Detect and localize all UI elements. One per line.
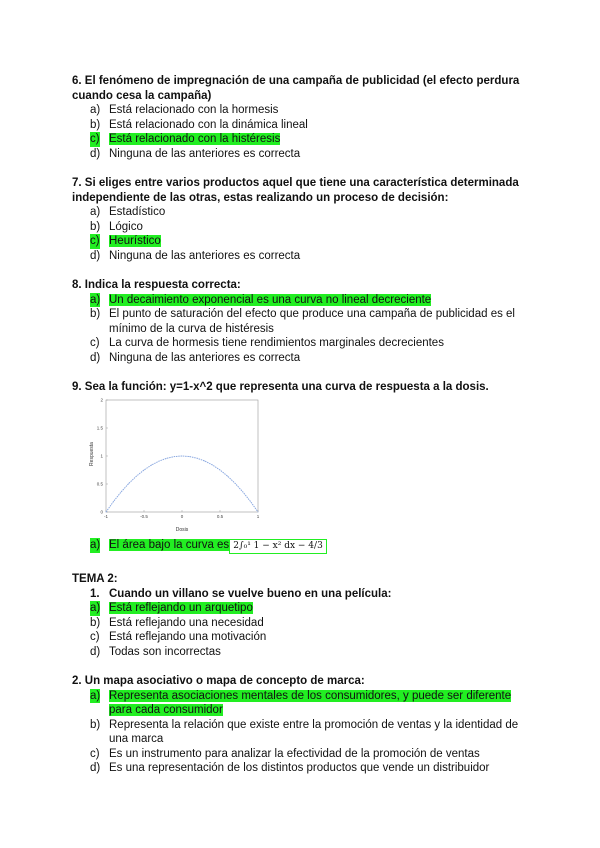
tema2-question-2-options [72, 689, 532, 776]
option-d: d) Ninguna de las anteriores es correcta [90, 351, 301, 364]
question-8-options [72, 293, 532, 366]
question-9-title: 9. Sea la función: y=1-x^2 que representa una curva de respuesta a la dosis. [72, 381, 489, 393]
option-c: c) La curva de hormesis tiene rendimientos marginales decrecientes [90, 337, 444, 349]
data-point [121, 491, 122, 492]
data-point [128, 483, 129, 484]
question-9 [72, 380, 532, 395]
x-tick-label: -1 [103, 514, 109, 519]
data-point [242, 491, 243, 492]
data-point [159, 461, 160, 462]
y-tick-label: 1.5 [96, 425, 103, 431]
question-6 [72, 74, 532, 161]
question-8-title: 8. Indica la respuesta correcta: [72, 279, 241, 291]
y-axis-label: Respuesta [89, 442, 95, 466]
option-b: b) Lógico [90, 220, 143, 233]
x-tick-label: 1 [256, 514, 260, 519]
data-point [174, 456, 175, 457]
option-b: b) Está relacionado con la dinámica lineal [90, 118, 308, 131]
data-point [144, 470, 145, 471]
data-point [235, 483, 236, 484]
tema2-question-1-title: 1. Cuando un villano se vuelve bueno en una película: [90, 587, 392, 600]
option-c: c) Es un instrumento para analizar la efectividad de la promoción de ventas [90, 747, 480, 760]
question-6-title: 6. El fenómeno de impregnación de una campaña de publicidad (el efecto perdura cuando cesa la campaña) [72, 75, 520, 102]
question-8 [72, 278, 532, 365]
option-a-highlighted: a) Representa asociaciones mentales de los consumidores, y puede ser diferente para cada consumidor [90, 689, 512, 716]
data-point [258, 512, 259, 513]
option-d: d) Ninguna de las anteriores es correcta [90, 249, 301, 262]
chart-tick-labels [97, 398, 260, 520]
option-d: d) Es una representación de los distintos productos que vende un distribuidor [90, 762, 490, 774]
option-a-highlighted: a) Un decaimiento exponencial es una curva no lineal decreciente [90, 293, 432, 306]
tema-2-section [72, 572, 532, 659]
data-point [106, 512, 107, 513]
tema2-question-2-title: 2. Un mapa asociativo o mapa de concepto de marca: [72, 675, 365, 687]
y-tick-label: 0.5 [96, 481, 103, 487]
integral-formula: 2∫₀¹ 1 − x² dx − 4/3 [229, 539, 327, 554]
option-c-highlighted: c) Heurístico [90, 235, 161, 247]
data-point [227, 476, 228, 477]
x-tick-label: -0.5 [140, 514, 148, 519]
series-line [106, 456, 258, 512]
option-d: d) Todas son incorrectas [90, 645, 221, 658]
option-b: b) Está reflejando una necesidad [90, 616, 264, 629]
y-tick-label: 1 [100, 453, 103, 459]
question-7-options [72, 205, 532, 263]
data-point [151, 465, 152, 466]
data-point [197, 458, 198, 459]
question-6-options [72, 103, 532, 161]
question-7 [72, 176, 532, 263]
y-tick-label: 0 [100, 509, 103, 515]
question-7-title: 7. Si eliges entre varios productos aquel que tiene una característica determinada independiente de las otras, estas realizando un proceso de decisión: [72, 177, 519, 204]
data-point [113, 501, 114, 502]
data-point [136, 476, 137, 477]
y-tick-label: 2 [100, 397, 103, 403]
option-b: b) El punto de saturación del efecto que produce una campaña de publicidad es el mínimo de la curva de histéresis [90, 308, 515, 335]
section-heading: TEMA 2: [72, 573, 118, 585]
tema2-question-2 [72, 674, 532, 776]
option-a: a) Estadístico [90, 206, 166, 218]
x-tick-label: 0 [180, 514, 184, 519]
option-d: d) Ninguna de las anteriores es correcta [90, 147, 301, 160]
question-9-answer [72, 538, 532, 554]
data-point [220, 470, 221, 471]
data-point [212, 465, 213, 466]
option-a-highlighted: a) Está reflejando un arquetipo [90, 602, 253, 614]
data-point [166, 458, 167, 459]
tema2-question-1-options [72, 601, 532, 659]
option-c-highlighted: c) Está relacionado con la histéresis [90, 133, 281, 145]
data-point [182, 456, 183, 457]
option-c: c) Está reflejando una motivación [90, 631, 267, 643]
x-tick-label: 0.5 [216, 514, 224, 519]
data-point [250, 501, 251, 502]
option-b: b) Representa la relación que existe entre la promoción de ventas y la identidad de una marca [90, 718, 519, 745]
chart-series [106, 456, 259, 513]
response-curve-chart [86, 394, 266, 534]
answer-text: El área bajo la curva es [109, 539, 230, 551]
x-axis-label: Dosis [175, 527, 189, 533]
data-point [189, 456, 190, 457]
option-a: a) Está relacionado con la hormesis [90, 104, 279, 116]
data-point [204, 461, 205, 462]
option-a-highlighted: a) El área bajo la curva es 2∫₀¹ 1 − x² dx − 4/3 [72, 538, 532, 554]
